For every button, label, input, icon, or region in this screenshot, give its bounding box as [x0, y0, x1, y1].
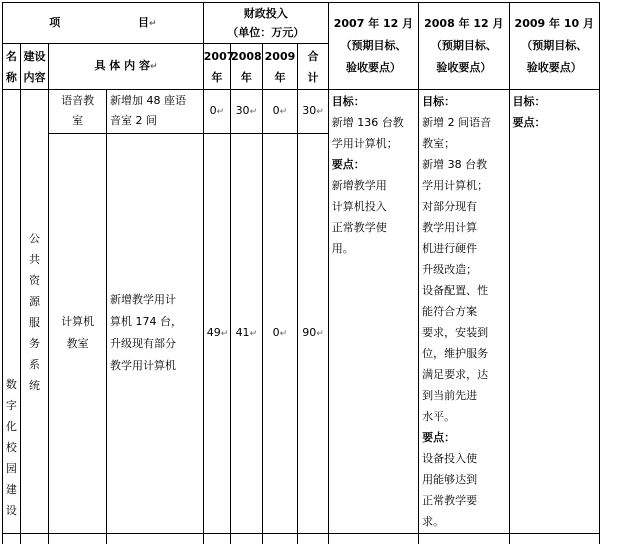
value-2009-voice-lab: 0↵ — [262, 90, 298, 134]
header-year-2007: 2007 年 — [203, 44, 230, 90]
header-2008-sub1: （预期目标、 — [422, 35, 505, 57]
header-2008 — [419, 3, 509, 90]
data-row-voice-lab — [3, 90, 600, 134]
header-project: 项 目↵ — [3, 3, 204, 44]
value-2008-voice-lab: 30↵ — [231, 90, 263, 134]
goals-2007-cell: 目标： 新增 136 台教 学用计算机； 要点： 新增教学用 计算机投入 正常教学使 用。 — [328, 90, 418, 534]
header-name: 名 称 — [3, 44, 21, 90]
goals-2009-cell: 目标： 要点： — [509, 90, 599, 534]
item-computer-lab: 计算机 教室 — [49, 133, 107, 533]
header-finance — [203, 3, 328, 44]
item-voice-lab: 语音教 室 — [49, 90, 107, 134]
continuation-row — [3, 534, 600, 544]
header-2007-date: 2007 年 12 月 — [332, 13, 415, 35]
value-total-computer-lab: 90↵ — [298, 133, 328, 533]
header-2009-sub1: （预期目标、 — [513, 35, 596, 57]
header-2009-sub2: 验收要点） — [513, 57, 596, 79]
header-2009-date: 2009 年 10 月 — [513, 13, 596, 35]
header-total: 合 计 — [298, 44, 328, 90]
value-2009-computer-lab: 0↵ — [262, 133, 298, 533]
plan-table — [2, 2, 600, 544]
header-2008-sub2: 验收要点） — [422, 57, 505, 79]
detail-voice-lab: 新增加 48 座语 音室 2 间 — [107, 90, 204, 134]
header-2008-date: 2008 年 12 月 — [422, 13, 505, 35]
value-2007-computer-lab: 49↵ — [203, 133, 230, 533]
detail-computer-lab: 新增教学用计 算机 174 台， 升级现有部分 教学用计算机 — [107, 133, 204, 533]
build-content-cell: 公 共 资 源 服 务 系 统 — [20, 90, 48, 534]
header-finance-title: 财政投入 — [207, 4, 325, 23]
header-detail: 具 体 内 容↵ — [49, 44, 204, 90]
header-build: 建设 内容 — [20, 44, 48, 90]
header-mu: 目 — [138, 16, 149, 29]
header-row-1 — [3, 3, 600, 44]
value-2007-voice-lab: 0↵ — [203, 90, 230, 134]
value-total-voice-lab: 30↵ — [298, 90, 328, 134]
header-2009 — [509, 3, 599, 90]
header-year-2009: 2009 年 — [262, 44, 298, 90]
header-2007 — [328, 3, 418, 90]
header-finance-unit: （单位：万元） — [207, 23, 325, 42]
header-xiang: 项 — [49, 16, 60, 29]
header-2007-sub1: （预期目标、 — [332, 35, 415, 57]
header-year-2008: 2008 年 — [231, 44, 263, 90]
project-name-cell: 数 字 化 校 园 建 设 — [3, 90, 21, 534]
goals-2008-cell: 目标： 新增 2 间语音 教室； 新增 38 台教 学用计算机； 对部分现有 教学用计算 机进行硬件 升级改造； 设备配置、性 能符合方案 要求，安装到 位，维护服务 满足要求，达 到当前先进 水平。 要点： 设备投入使 用能够达到 正常教学要 求。 — [419, 90, 509, 534]
value-2008-computer-lab: 41↵ — [231, 133, 263, 533]
header-2007-sub2: 验收要点） — [332, 57, 415, 79]
